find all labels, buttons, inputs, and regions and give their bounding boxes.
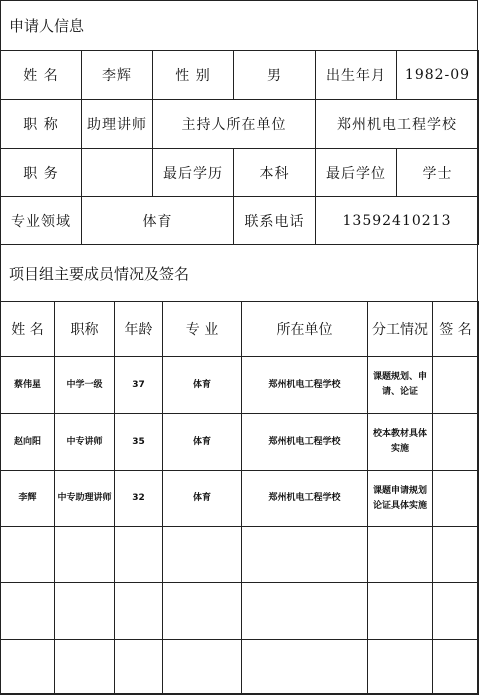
title-label: 职 称 — [1, 100, 82, 149]
empty-row — [1, 583, 479, 640]
applicant-info-table — [0, 50, 479, 245]
name-value: 李辉 — [82, 51, 153, 100]
header-major: 专 业 — [163, 302, 242, 357]
info-row-3 — [1, 149, 479, 197]
members-table — [0, 301, 479, 695]
field-label: 专业领域 — [1, 197, 82, 245]
title-value: 助理讲师 — [82, 100, 153, 149]
info-row-2 — [1, 100, 479, 149]
member-name: 李辉 — [1, 471, 55, 527]
member-sign — [433, 471, 479, 527]
member-sign — [433, 414, 479, 471]
header-age: 年龄 — [115, 302, 163, 357]
empty-row — [1, 527, 479, 583]
edu-label: 最后学历 — [153, 149, 234, 197]
header-unit: 所在单位 — [242, 302, 368, 357]
duty-value — [82, 149, 153, 197]
degree-label: 最后学位 — [316, 149, 397, 197]
members-section-title: 项目组主要成员情况及签名 — [0, 244, 478, 301]
empty-row — [1, 640, 479, 695]
applicant-section-title: 申请人信息 — [0, 0, 478, 50]
duty-label: 职 务 — [1, 149, 82, 197]
member-sign — [433, 357, 479, 414]
header-title: 职称 — [55, 302, 115, 357]
member-age: 35 — [115, 414, 163, 471]
gender-label: 性 别 — [153, 51, 234, 100]
name-label: 姓 名 — [1, 51, 82, 100]
unit-value: 郑州机电工程学校 — [316, 100, 479, 149]
member-major: 体育 — [163, 357, 242, 414]
unit-label: 主持人所在单位 — [153, 100, 316, 149]
header-name: 姓 名 — [1, 302, 55, 357]
member-name: 赵向阳 — [1, 414, 55, 471]
header-task: 分工情况 — [368, 302, 433, 357]
birth-value: 1982-09 — [397, 51, 479, 100]
member-unit: 郑州机电工程学校 — [242, 357, 368, 414]
member-unit: 郑州机电工程学校 — [242, 414, 368, 471]
table-row — [1, 357, 479, 414]
gender-value: 男 — [234, 51, 316, 100]
member-major: 体育 — [163, 414, 242, 471]
info-row-4 — [1, 197, 479, 245]
edu-value: 本科 — [234, 149, 316, 197]
field-value: 体育 — [82, 197, 234, 245]
header-sign: 签 名 — [433, 302, 479, 357]
info-row-1 — [1, 51, 479, 100]
member-title: 中专助理讲师 — [55, 471, 115, 527]
table-row — [1, 471, 479, 527]
members-header-row — [1, 302, 479, 357]
member-task: 课题申请规划论证具体实施 — [368, 471, 433, 527]
member-name: 蔡伟星 — [1, 357, 55, 414]
member-task: 校本教材具体实施 — [368, 414, 433, 471]
phone-label: 联系电话 — [234, 197, 316, 245]
member-title: 中学一级 — [55, 357, 115, 414]
member-task: 课题规划、申请、论证 — [368, 357, 433, 414]
member-unit: 郑州机电工程学校 — [242, 471, 368, 527]
member-age: 37 — [115, 357, 163, 414]
phone-value: 13592410213 — [316, 197, 479, 245]
birth-label: 出生年月 — [316, 51, 397, 100]
member-major: 体育 — [163, 471, 242, 527]
degree-value: 学士 — [397, 149, 479, 197]
member-age: 32 — [115, 471, 163, 527]
member-title: 中专讲师 — [55, 414, 115, 471]
table-row — [1, 414, 479, 471]
